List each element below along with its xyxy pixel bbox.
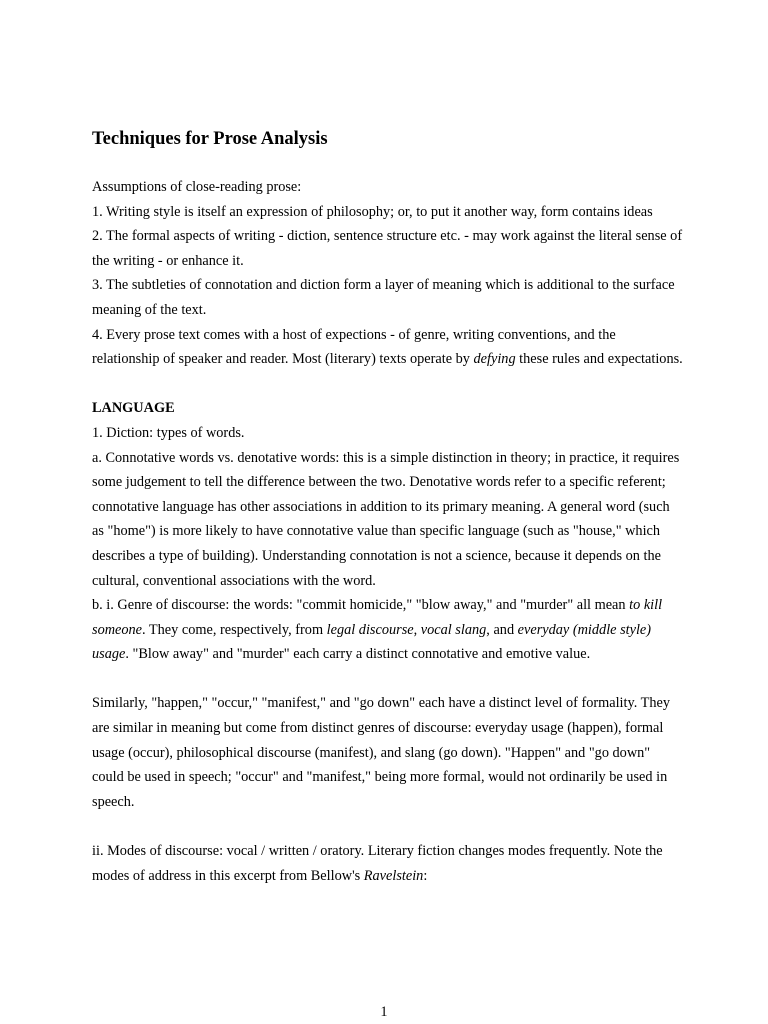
assumption-4-emphasis: defying (473, 351, 516, 368)
genre-emphasis-2: legal discourse (326, 621, 414, 638)
page-number: 1 (380, 1004, 388, 1020)
assumptions-intro: Assumptions of close-reading prose: (92, 179, 302, 195)
modes-text-a: ii. Modes of discourse: vocal / written / oratory. Literary fiction changes modes frequently. Note the modes of address in this excerpt from Bellow's (92, 843, 663, 884)
genre-emphasis-4: everyday (middle style) usage (92, 621, 652, 663)
genre-text-5: . "Blow away" and "murder" each carry a distinct connotative and emotive value. (125, 646, 591, 663)
assumption-3: 3. The subtleties of connotation and diction form a layer of meaning which is additional to the surface meaning of the text. (92, 277, 675, 318)
document-page (92, 0, 684, 1024)
assumption-1: 1. Writing style is itself an expression of philosophy; or, to put it another way, form contains ideas (92, 203, 653, 220)
genre-text-1: b. i. Genre of discourse: the words: "commit homicide," "blow away," and "murder" all mean (92, 597, 630, 614)
genre-emphasis-3: vocal slang (420, 621, 487, 638)
genre-text-4: , and (486, 621, 518, 638)
modes-text-b: : (423, 867, 428, 884)
assumption-4-text-b: these rules and expectations. (515, 351, 683, 368)
connotative-paragraph: a. Connotative words vs. denotative words: this is a simple distinction in theory; in practice, it requires some judgement to tell the difference between the two. Denotative words refer to a specific referent; connotative language has other associations in addition to its primary meaning. A general word (such as "home") is more likely to have connotative value than specific language (such as "house," which describes a type of building). Understanding connotation is not a science, because it depends on the cultural, conventional associations with the word. (92, 449, 680, 589)
assumption-4 (92, 323, 684, 372)
genre-text-2: . They come, respectively, from (142, 621, 327, 638)
language-heading: LANGUAGE (92, 400, 175, 417)
assumption-2: 2. The formal aspects of writing - diction, sentence structure etc. - may work against the literal sense of the writing - or enhance it. (92, 228, 683, 269)
modes-paragraph (92, 839, 684, 888)
paragraph-gap (92, 667, 684, 692)
genre-emphasis-1: to kill someone (92, 597, 663, 638)
diction-item: 1. Diction: types of words. (92, 424, 245, 441)
genre-text-3: , (413, 621, 421, 638)
genre-paragraph (92, 593, 684, 667)
paragraph-gap (92, 372, 684, 397)
page-title: Techniques for Prose Analysis (92, 129, 328, 149)
modes-emphasis: Ravelstein (363, 867, 424, 884)
similarly-paragraph: Similarly, "happen," "occur," "manifest," and "go down" each have a distinct level of formality. They are similar in meaning but come from distinct genres of discourse: everyday usage (happen), formal usage (occur), philosophical discourse (manifest), and slang (go down). "Happen" and "go down" could be used in speech; "occur" and "manifest," being more formal, would not ordinarily be used in speech. (92, 695, 670, 810)
paragraph-gap (92, 814, 684, 839)
assumption-4-text-a: 4. Every prose text comes with a host of expections - of genre, writing conventions, and the relationship of speaker and reader. Most (literary) texts operate by (92, 326, 616, 368)
document-body (92, 175, 684, 888)
